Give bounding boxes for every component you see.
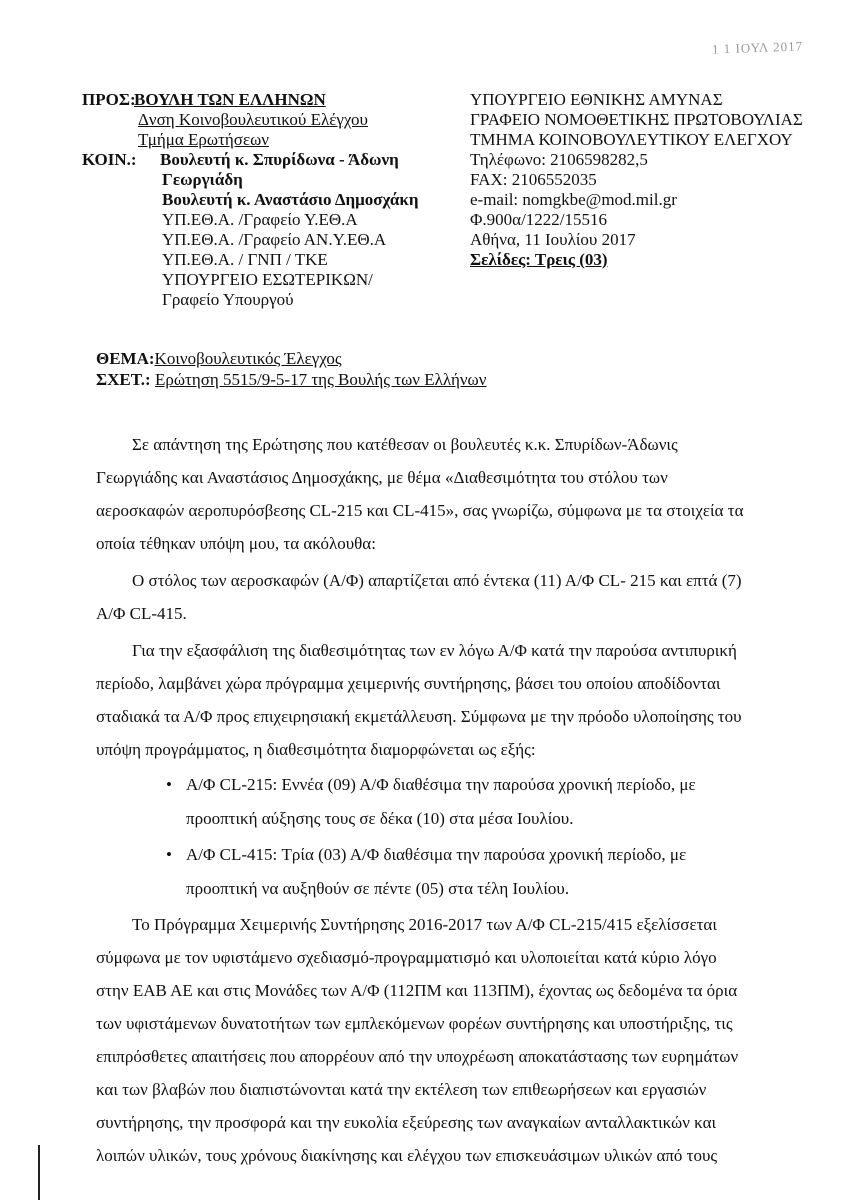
sender-line: ΥΠΟΥΡΓΕΙΟ ΕΘΝΙΚΗΣ ΑΜΥΝΑΣ (470, 90, 723, 109)
text-line: και των βλαβών που διαπιστώνονται κατά την εκτέλεση των επιθεωρήσεων και εργασιών (96, 1080, 707, 1099)
cc-line: ΥΠ.ΕΘ.Α. / ΓΝΠ / ΤΚΕ (162, 250, 328, 269)
text-line: λοιπών υλικών, τους χρόνους διακίνησης και ελέγχου των επισκευάσιμων υλικών από τους (96, 1146, 718, 1165)
recipient-line: Δνση Κοινοβουλευτικού Ελέγχου (138, 110, 368, 129)
text-line: επιπρόσθετες απαιτήσεις που απορρέουν από την υποχρέωση αποκατάστασης των ευρημάτων (96, 1047, 739, 1066)
text-line: περίοδο, λαμβάνει χώρα πρόγραμμα χειμερινής συντήρησης, βάσει του οποίου αποδίδονται (96, 674, 721, 693)
text-line: Το Πρόγραμμα Χειμερινής Συντήρησης 2016-2017 των Α/Φ CL-215/415 εξελίσσεται (132, 915, 717, 934)
document-date: Αθήνα, 11 Ιουλίου 2017 (470, 230, 636, 249)
cc-line: Βουλευτή κ. Αναστάσιο Δημοσχάκη (162, 190, 419, 209)
letter-body (96, 428, 786, 1172)
sender-fax: FAX: 2106552035 (470, 170, 597, 189)
thema-label: ΘΕΜΑ: (96, 349, 155, 368)
cc-line: ΥΠΟΥΡΓΕΙΟ ΕΣΩΤΕΡΙΚΩΝ/ (162, 270, 373, 289)
text-line: αεροσκαφών αεροπυρόσβεσης CL-215 και CL-415», σας γνωρίζω, σύμφωνα με τα στοιχεία τα (96, 501, 744, 520)
sender-line: ΓΡΑΦΕΙΟ ΝΟΜΟΘΕΤΙΚΗΣ ΠΡΩΤΟΒΟΥΛΙΑΣ (470, 110, 803, 129)
text-line: σταδιακά τα Α/Φ προς επιχειρησιακή εκμετάλλευση. Σύμφωνα με την πρόοδο υλοποίησης του (96, 707, 742, 726)
bullet-item (166, 838, 786, 906)
document-reference: Φ.900α/1222/15516 (470, 210, 608, 229)
bullet-dot-icon: • (166, 775, 172, 794)
paragraph (96, 428, 786, 560)
sender-line: ΤΜΗΜΑ ΚΟΙΝΟΒΟΥΛΕΥΤΙΚΟΥ ΕΛΕΓΧΟΥ (470, 130, 793, 149)
paragraph (96, 908, 786, 1172)
sender-email: e-mail: nomgkbe@mod.mil.gr (470, 190, 677, 209)
text-line: Γεωργιάδης και Αναστάσιος Δημοσχάκης, με θέμα «Διαθεσιμότητα του στόλου των (96, 468, 668, 487)
cc-line: Βουλευτή κ. Σπυρίδωνα - Άδωνη (160, 150, 399, 169)
text-line: των υφιστάμενων δυνατοτήτων των εμπλεκόμενων φορέων συντήρησης και υποστήριξης, τις (96, 1014, 733, 1033)
thema-text: Κοινοβουλευτικός Έλεγχος (154, 349, 342, 368)
subject-block (96, 348, 486, 390)
text-line: Σε απάντηση της Ερώτησης που κατέθεσαν οι βουλευτές κ.κ. Σπυρίδων-Άδωνις (132, 435, 678, 454)
sxet-label: ΣΧΕΤ.: (96, 370, 151, 389)
text-line: συντήρησης, την προσφορά και την ευκολία εξεύρεσης των αναγκαίων ανταλλακτικών και (96, 1113, 717, 1132)
cc-line: Γεωργιάδη (162, 170, 243, 189)
text-line: σύμφωνα με τον υφιστάμενο σχεδιασμό-προγραμματισμό και υλοποιείται κατά κύριο λόγο (96, 948, 717, 967)
cc-line: Γραφείο Υπουργού (162, 290, 294, 309)
recipient-line: Τμήμα Ερωτήσεων (138, 130, 269, 149)
page-count: Σελίδες: Τρεις (03) (470, 250, 608, 269)
bullet-item (166, 768, 786, 836)
text-line: προοπτική να αυξηθούν σε πέντε (05) στα τέλη Ιουλίου. (186, 879, 570, 898)
recipients-block (82, 90, 482, 310)
cc-line: ΥΠ.ΕΘ.Α. /Γραφείο Υ.ΕΘ.Α (162, 210, 358, 229)
text-line: Α/Φ CL-415. (96, 604, 187, 623)
text-line: προοπτική αύξησης τους σε δέκα (10) στα μέσα Ιουλίου. (186, 809, 574, 828)
bullet-dot-icon: • (166, 845, 172, 864)
scan-margin-mark (38, 1145, 40, 1200)
text-line: Α/Φ CL-415: Τρία (03) Α/Φ διαθέσιμα την παρούσα χρονική περίοδο, με (186, 845, 687, 864)
paragraph (96, 564, 786, 630)
text-line: υπόψη προγράμματος, η διαθεσιμότητα διαμορφώνεται ως εξής: (96, 740, 536, 759)
received-date-stamp: 1 1 ΙΟΥΛ 2017 (711, 38, 804, 57)
text-line: Α/Φ CL-215: Εννέα (09) Α/Φ διαθέσιμα την παρούσα χρονική περίοδο, με (186, 775, 696, 794)
cc-line: ΥΠ.ΕΘ.Α. /Γραφείο ΑΝ.Υ.ΕΘ.Α (162, 230, 387, 249)
text-line: οποία τέθηκαν υπόψη μου, τα ακόλουθα: (96, 534, 376, 553)
recipient-name: ΒΟΥΛΗ ΤΩΝ ΕΛΛΗΝΩΝ (134, 90, 326, 109)
text-line: Ο στόλος των αεροσκαφών (Α/Φ) απαρτίζεται από έντεκα (11) Α/Φ CL- 215 και επτά (7) (132, 571, 742, 590)
sender-block (470, 90, 860, 270)
text-line: στην ΕΑΒ ΑΕ και στις Μονάδες των Α/Φ (112ΠΜ και 113ΠΜ), έχοντας ως δεδομένα τα όρια (96, 981, 738, 1000)
text-line: Για την εξασφάλιση της διαθεσιμότητας των εν λόγω Α/Φ κατά την παρούσα αντιπυρική (132, 641, 737, 660)
paragraph (96, 634, 786, 766)
sender-phone: Τηλέφωνο: 2106598282,5 (470, 150, 648, 169)
koin-label: ΚΟΙΝ.: (82, 150, 137, 169)
sxet-text: Ερώτηση 5515/9-5-17 της Βουλής των Ελλήνων (154, 370, 487, 389)
pros-label: ΠΡΟΣ: (82, 90, 136, 109)
